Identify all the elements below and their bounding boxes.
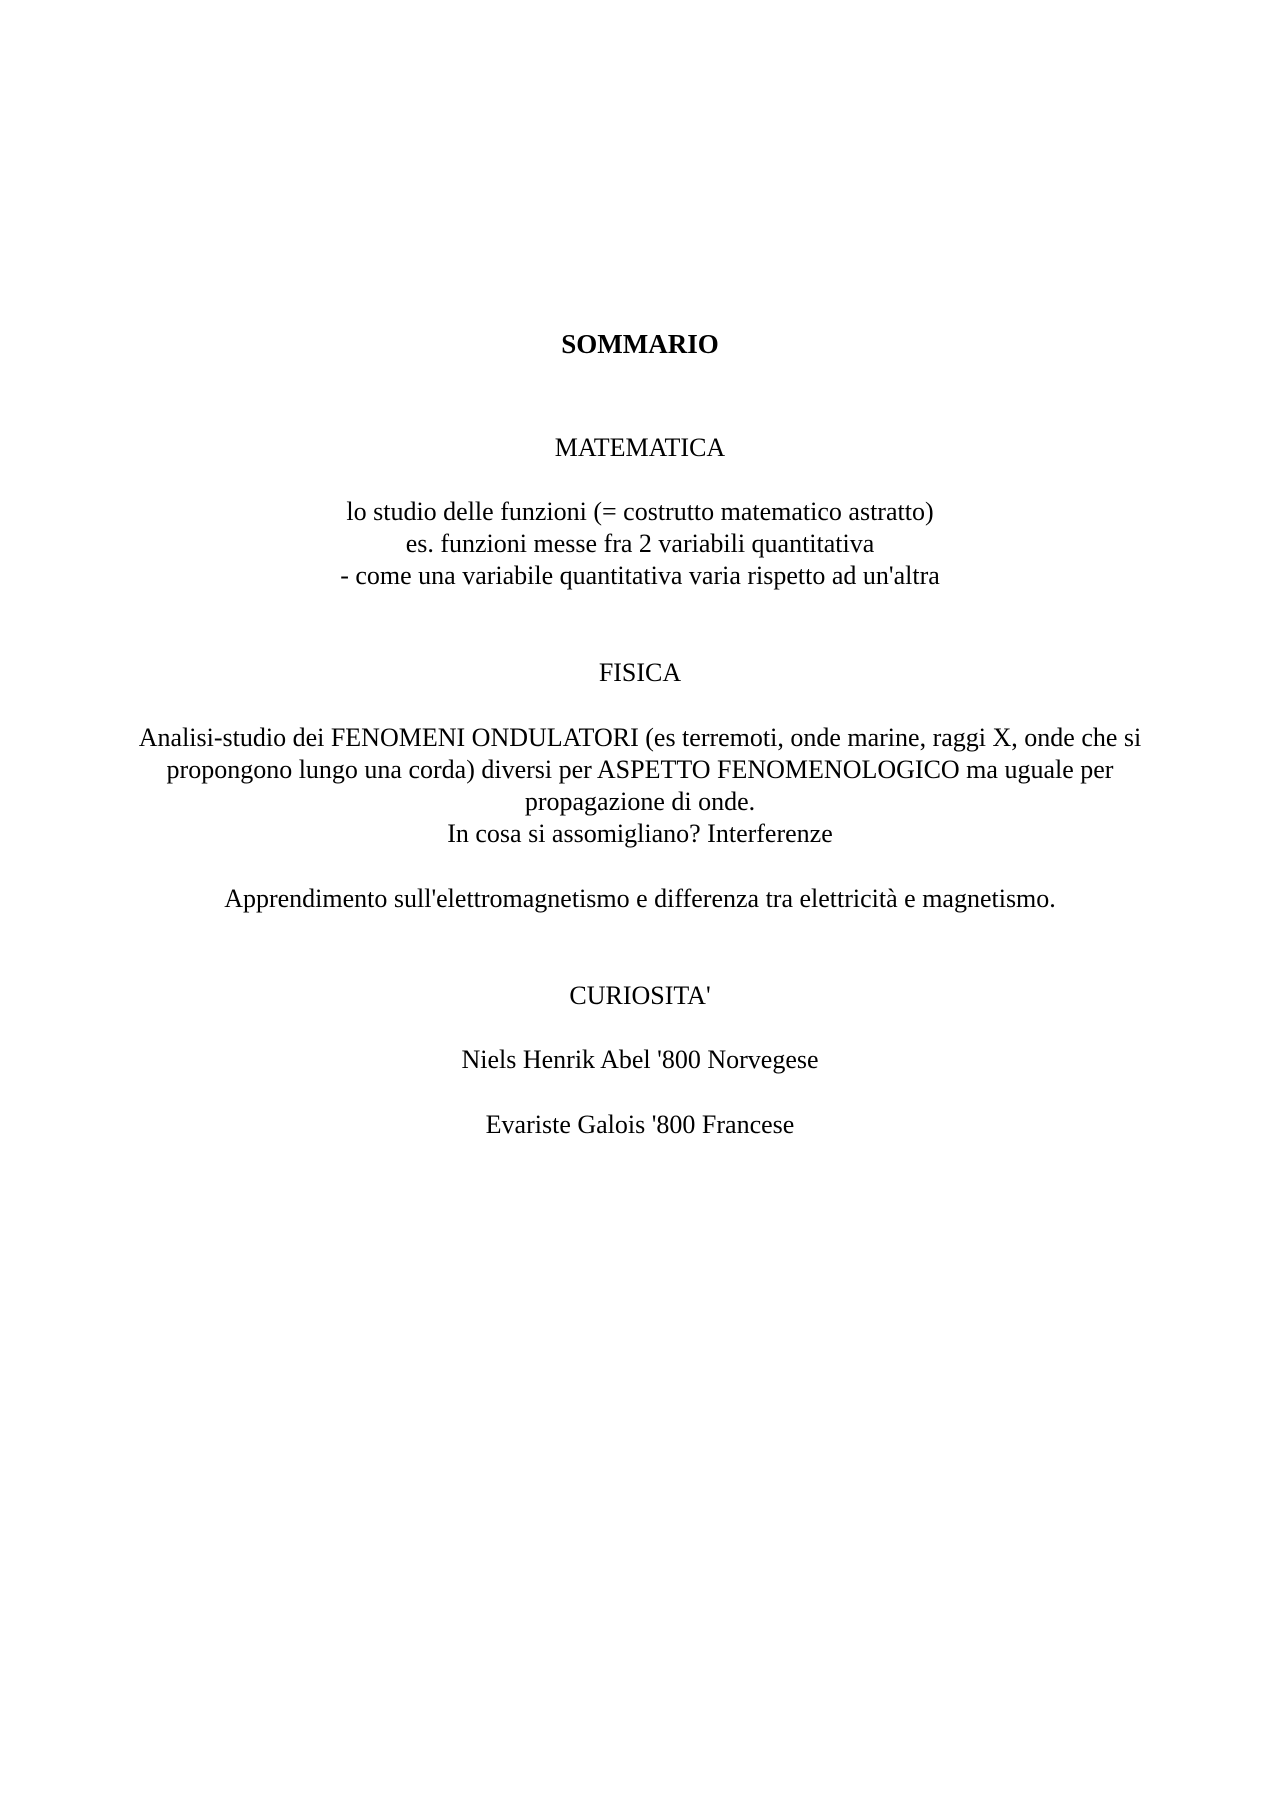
matematica-line-3: - come una variabile quantitativa varia rispetto ad un'altra	[340, 561, 940, 590]
curiosita-item-1: Niels Henrik Abel '800 Norvegese	[461, 1045, 819, 1074]
matematica-line-1: lo studio delle funzioni (= costrutto matematico astratto)	[346, 497, 934, 526]
section-heading-matematica: MATEMATICA	[554, 433, 726, 462]
curiosita-item-2: Evariste Galois '800 Francese	[485, 1110, 795, 1139]
section-heading-curiosita: CURIOSITA'	[569, 981, 711, 1010]
matematica-line-2: es. funzioni messe fra 2 variabili quantitativa	[405, 529, 875, 558]
fisica-line-4: In cosa si assomigliano? Interferenze	[447, 819, 833, 848]
fisica-line-2: propongono lungo una corda) diversi per ASPETTO FENOMENOLOGICO ma uguale per	[166, 755, 1114, 784]
fisica-line-1: Analisi-studio dei FENOMENI ONDULATORI (es terremoti, onde marine, raggi X, onde che si	[138, 723, 1142, 752]
document-title: SOMMARIO	[561, 329, 719, 359]
fisica-note: Apprendimento sull'elettromagnetismo e differenza tra elettricità e magnetismo.	[224, 884, 1056, 913]
section-heading-fisica: FISICA	[598, 658, 682, 687]
fisica-line-3: propagazione di onde.	[524, 787, 756, 816]
